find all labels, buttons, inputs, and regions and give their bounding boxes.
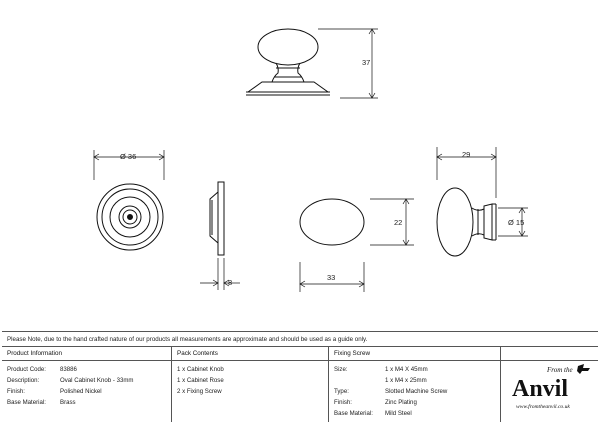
finish-label: Finish: [7, 388, 25, 395]
screw-type-label: Type: [334, 388, 349, 395]
rose-diameter-label: Ø 36 [120, 152, 137, 161]
column-divider [171, 346, 172, 422]
knob-side-view [437, 188, 496, 256]
logo-url: www.fromtheanvil.co.uk [516, 404, 570, 410]
product-code-value: 83886 [60, 366, 77, 373]
knob-width-label: 22 [394, 218, 403, 227]
top-rule [2, 331, 598, 332]
logo-from-the: From the [547, 366, 573, 374]
table-top-rule [2, 346, 598, 347]
header-rule [2, 360, 598, 361]
base-material-value: Brass [60, 399, 76, 406]
screw-size-value: 1 x M4 x 25mm [385, 377, 427, 384]
knob-width-dimension [370, 199, 414, 245]
front-view [246, 29, 330, 95]
logo-brand: Anvil [512, 376, 569, 402]
finish-value: Polished Nickel [60, 388, 102, 395]
screw-finish-label: Finish: [334, 399, 352, 406]
side-length-label: 29 [462, 150, 471, 159]
pack-contents-title: Pack Contents [177, 350, 218, 357]
base-material-label: Base Material: [7, 399, 46, 406]
from-the-anvil-logo [510, 362, 596, 420]
pack-item: 2 x Fixing Screw [177, 388, 222, 395]
screw-finish-value: Zinc Plating [385, 399, 417, 406]
anvil-icon [577, 364, 590, 374]
product-info-title: Product Information [7, 350, 62, 357]
column-divider [500, 346, 501, 422]
screw-material-label: Base Material: [334, 410, 373, 417]
rose-depth-dimension [200, 258, 240, 290]
screw-size-label: Size: [334, 366, 348, 373]
screw-material-value: Mild Steel [385, 410, 412, 417]
height-label: 37 [362, 58, 371, 67]
product-code-label: Product Code: [7, 366, 46, 373]
knob-top-view [300, 199, 364, 245]
fixing-screw-title: Fixing Screw [334, 350, 371, 357]
rose-face-view [97, 184, 163, 250]
disclaimer-note: Please Note, due to the hand crafted nature of our products all measurements are approximate and should be used as a guide only. [7, 336, 368, 343]
screw-size-value: 1 x M4 X 45mm [385, 366, 428, 373]
pack-item: 1 x Cabinet Knob [177, 366, 224, 373]
neck-diameter-label: Ø 15 [508, 218, 525, 227]
pack-item: 1 x Cabinet Rose [177, 377, 224, 384]
description-label: Description: [7, 377, 40, 384]
description-value: Oval Cabinet Knob - 33mm [60, 377, 134, 384]
rose-side-view [210, 182, 224, 255]
screw-type-value: Slotted Machine Screw [385, 388, 448, 395]
rose-depth-label: 8 [228, 278, 233, 287]
column-divider [328, 346, 329, 422]
knob-length-label: 33 [327, 273, 336, 282]
